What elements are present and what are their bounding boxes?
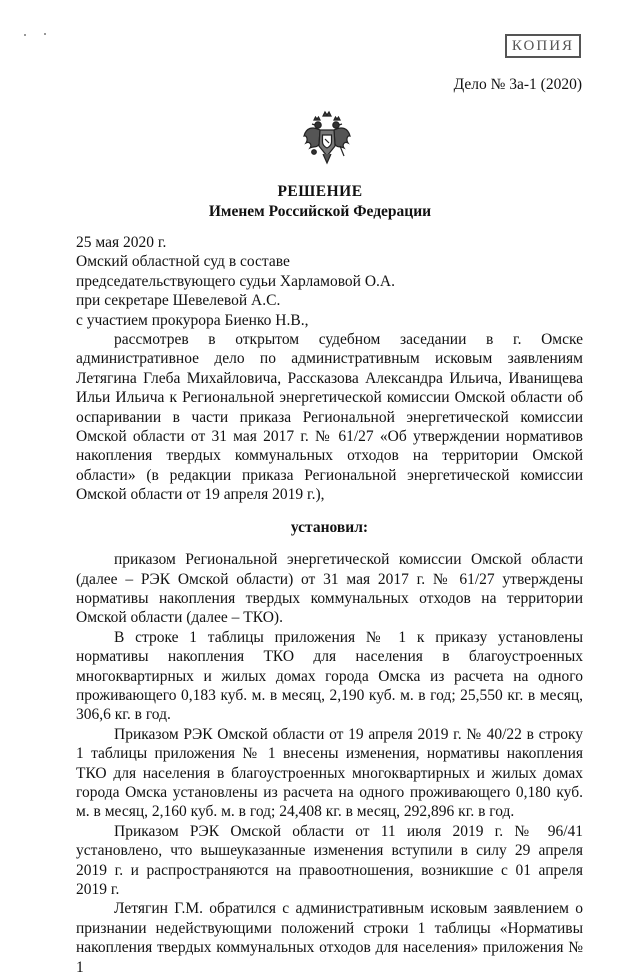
header-line: при секретаре Шевелевой А.С. xyxy=(76,292,281,310)
copy-stamp: КОПИЯ xyxy=(505,34,581,58)
russian-coat-of-arms-icon xyxy=(302,110,352,166)
document-subtitle: Именем Российской Федерации xyxy=(208,203,432,220)
header-line: Омский областной суд в составе xyxy=(76,253,290,271)
section-heading: установил: xyxy=(290,518,369,536)
body-paragraph: Приказом РЭК Омской области от 11 июля 2019 г. № 96/41 установлено, что вышеуказанные изменения вступили в силу 29 апреля 2019 г. и распространяются на правоотношения, возникшие с 01 апреля 2019 г. xyxy=(76,822,583,898)
header-line: председательствующего судьи Харламовой О.А. xyxy=(76,272,395,290)
scan-speck xyxy=(24,34,26,36)
intro-paragraph: рассмотрев в открытом судебном заседании в г. Омске административное дело по административным исковым заявлениям Летягина Глеба Михайловича, Рассказова Александра Ильича, Иванищева Ильи Ильича к Региональной энергетической комиссии Омской области об оспаривании в части приказа Региональной энергетической комиссии Омской области от 31 мая 2017 г. № 61/27 «Об утверждении нормативов накопления твердых коммунальных отходов на территории Омской области» (в редакции приказа Региональной энергетической комиссии Омской области от 19 апреля 2019 г.), xyxy=(76,331,583,504)
document-body xyxy=(76,233,583,977)
body-paragraph: приказом Региональной энергетической комиссии Омской области (далее – РЭК Омской области) от 31 мая 2017 г. № 61/27 утверждены нормативы накопления твердых коммунальных отходов на территории Омской области (далее – ТКО). xyxy=(76,551,583,627)
case-number: Дело № 3а-1 (2020) xyxy=(453,76,582,93)
body-paragraph: В строке 1 таблицы приложения № 1 к приказу установлены нормативы накопления ТКО для населения в благоустроенных многоквартирных и жилых домах города Омска из расчета на одного проживающего 0,183 куб. м. в месяц, 2,190 куб. м. в год; 25,550 кг. в месяц, 306,6 кг. в год. xyxy=(76,628,583,724)
scan-speck xyxy=(44,33,46,35)
body-paragraph: Приказом РЭК Омской области от 19 апреля 2019 г. № 40/22 в строку 1 таблицы приложения № 1 внесены изменения, нормативы накопления ТКО для населения в благоустроенных многоквартирных и жилых домах города Омска установлены из расчета на одного проживающего 0,180 куб. м. в месяц, 2,160 куб. м. в год; 24,408 кг. в месяц, 292,896 кг. в год. xyxy=(76,725,583,821)
document-title: РЕШЕНИЕ xyxy=(277,183,363,200)
header-line: с участием прокурора Биенко Н.В., xyxy=(76,311,309,329)
header-line: 25 мая 2020 г. xyxy=(76,234,167,251)
body-paragraph: Летягин Г.М. обратился с административным исковым заявлением о признании недействующими положений строки 1 таблицы «Нормативы накопления твердых коммунальных отходов для населения» приложения № 1 xyxy=(76,900,583,976)
